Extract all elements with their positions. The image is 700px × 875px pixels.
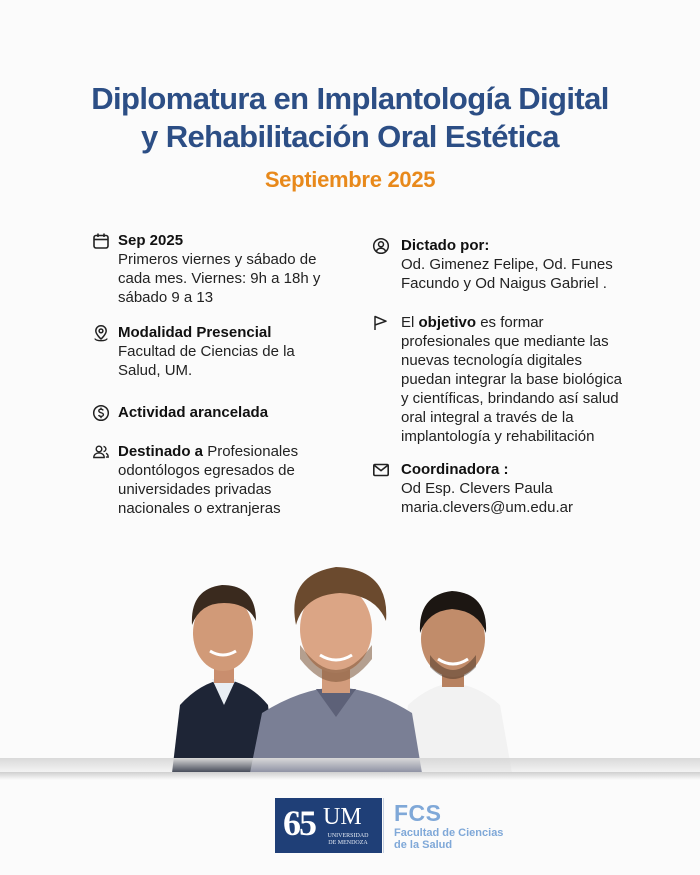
audience-line: Profesionales xyxy=(203,443,299,460)
coordinator-heading: Coordinadora : xyxy=(401,461,509,478)
objective-line: oral integral a través de la xyxy=(401,409,574,426)
objective-line: puedan integrar la base biológica xyxy=(401,371,622,388)
fee-block xyxy=(92,403,362,422)
objective-line: es formar xyxy=(476,314,544,331)
schedule-line: sábado 9 a 13 xyxy=(118,289,214,306)
users-icon xyxy=(92,443,110,461)
audience-heading: Destinado a xyxy=(118,443,204,460)
coordinator-name: Od Esp. Clevers Paula xyxy=(401,480,553,497)
calendar-icon xyxy=(92,232,110,250)
schedule-block xyxy=(92,231,362,307)
um-logo-line: DE MENDOZA xyxy=(328,840,368,846)
objective-prefix: El xyxy=(401,314,419,331)
teachers-block xyxy=(372,236,672,293)
speaker-photo xyxy=(250,567,422,773)
mail-icon xyxy=(372,461,390,479)
fee-heading: Actividad arancelada xyxy=(118,404,269,421)
schedule-line: cada mes. Viernes: 9h a 18h y xyxy=(118,270,321,287)
teachers-line: Od. Gimenez Felipe, Od. Funes xyxy=(401,256,613,273)
objective-line: profesionales que mediante las xyxy=(401,333,609,350)
coordinator-email: maria.clevers@um.edu.ar xyxy=(401,499,573,516)
divider-band xyxy=(0,772,700,780)
audience-line: universidades privadas xyxy=(118,481,272,498)
schedule-heading: Sep 2025 xyxy=(118,232,184,249)
fcs-logo: FCS xyxy=(394,800,442,826)
um-logo xyxy=(275,798,382,853)
teachers-line: Facundo y Od Naigus Gabriel . xyxy=(401,275,607,292)
modality-block xyxy=(92,323,362,380)
title-line-2: y Rehabilitación Oral Estética xyxy=(141,119,559,154)
location-pin-icon xyxy=(92,324,110,342)
page-title xyxy=(0,80,700,156)
fcs-subtitle-line: Facultad de Ciencias xyxy=(394,827,504,839)
fcs-subtitle xyxy=(394,827,503,851)
schedule-line: Primeros viernes y sábado de xyxy=(118,251,317,268)
speaker-photos xyxy=(0,555,700,773)
logo-divider xyxy=(383,798,384,853)
audience-line: odontólogos egresados de xyxy=(118,462,295,479)
objective-line: implantología y rehabilitación xyxy=(401,428,595,445)
flag-icon xyxy=(372,314,390,332)
objective-keyword: objetivo xyxy=(418,314,477,331)
fcs-subtitle-line: de la Salud xyxy=(394,839,453,851)
teachers-heading: Dictado por: xyxy=(401,237,490,254)
modality-line: Facultad de Ciencias de la xyxy=(118,343,295,360)
objective-block xyxy=(372,313,682,446)
user-circle-icon xyxy=(372,237,390,255)
um-logo-line: UNIVERSIDAD xyxy=(327,833,369,839)
date-subtitle: Septiembre 2025 xyxy=(264,167,436,192)
objective-line: y científicas, brindando así salud xyxy=(401,390,619,407)
audience-block xyxy=(92,442,362,518)
objective-line: nuevas tecnología digitales xyxy=(401,352,582,369)
anniversary-number: 65 xyxy=(283,803,315,843)
modality-line: Salud, UM. xyxy=(118,362,193,379)
um-logo-text: UM xyxy=(323,804,362,830)
audience-line: nacionales o extranjeras xyxy=(118,500,281,517)
modality-heading: Modalidad Presencial xyxy=(118,324,272,341)
um-logo-subtext xyxy=(323,833,373,847)
title-line-1: Diplomatura en Implantología Digital xyxy=(91,81,609,116)
dollar-icon xyxy=(92,404,110,422)
coordinator-block xyxy=(372,460,672,517)
